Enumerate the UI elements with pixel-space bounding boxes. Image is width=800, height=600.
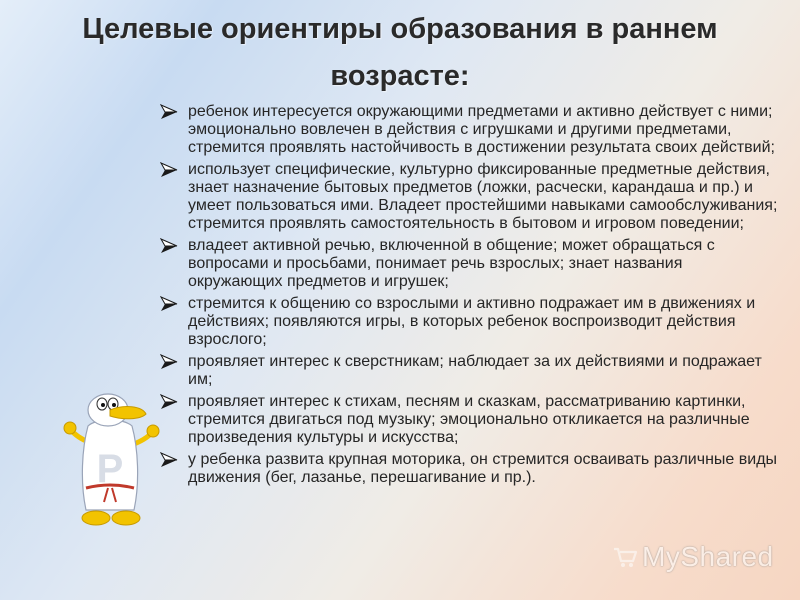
bullet-item <box>160 393 780 447</box>
bullet-item <box>160 451 780 487</box>
bullet-list <box>160 103 780 491</box>
bullet-text: стремится к общению со взрослыми и активно подражает им в движениях и действиях; появляются игры, в которых ребенок воспроизводит действия взрослого; <box>188 295 756 348</box>
arrow-bullet-icon <box>160 394 178 410</box>
cart-icon <box>612 544 638 570</box>
bullet-text: проявляет интерес к стихам, песням и сказкам, рассматриванию картинки, стремится двигаться под музыку; эмоционально откликается на различные произведения культуры и искусства; <box>188 393 750 446</box>
mascot-illustration <box>62 378 162 530</box>
watermark-text: MyShared <box>642 541 774 572</box>
bullet-text: ребенок интересуется окружающими предметами и активно действует с ними; эмоционально вовлечен в действия с игрушками и другими предметами, стремится проявлять настойчивость в достижении результата своих действий; <box>188 103 775 156</box>
watermark <box>612 538 774 576</box>
bullet-item <box>160 103 780 157</box>
arrow-bullet-icon <box>160 354 178 370</box>
arrow-bullet-icon <box>160 162 178 178</box>
bullet-text: у ребенка развита крупная моторика, он стремится осваивать различные виды движения (бег, лазанье, перешагивание и пр.). <box>188 451 778 486</box>
slide-title <box>40 6 760 100</box>
bullet-item <box>160 237 780 291</box>
arrow-bullet-icon <box>160 296 178 312</box>
arrow-bullet-icon <box>160 104 178 120</box>
bullet-item <box>160 353 780 389</box>
bullet-item <box>160 161 780 233</box>
title-line-1: Целевые ориентиры образования в раннем <box>82 13 718 45</box>
title-line-2: возрасте: <box>330 60 470 92</box>
bullet-text: использует специфические, культурно фиксированные предметные действия, знает назначение бытовых предметов (ложки, расчески, карандаша и пр.) и умеет пользоваться ими. Владеет простейшими навыками самообслуживания; стремится проявлять самостоятельность в бытовом и игровом поведении; <box>188 161 778 232</box>
arrow-bullet-icon <box>160 452 178 468</box>
bullet-item <box>160 295 780 349</box>
mascot-letter: Р <box>96 447 124 491</box>
bullet-text: владеет активной речью, включенной в общение; может обращаться с вопросами и просьбами, понимает речь взрослых; знает названия окружающих предметов и игрушек; <box>188 237 715 290</box>
arrow-bullet-icon <box>160 238 178 254</box>
bullet-text: проявляет интерес к сверстникам; наблюдает за их действиями и подражает им; <box>188 353 762 388</box>
